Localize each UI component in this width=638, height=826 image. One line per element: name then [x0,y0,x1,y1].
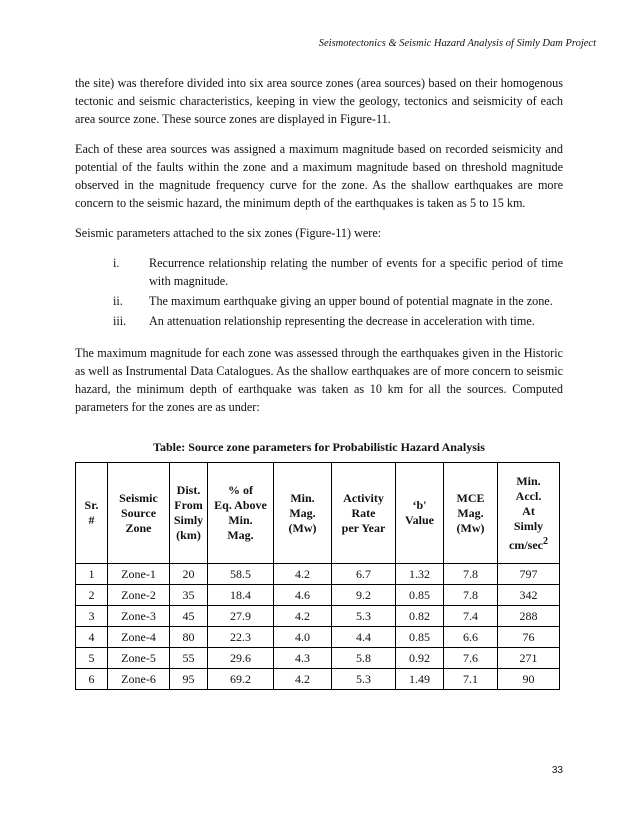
header-line: Accl. [515,488,542,503]
running-header: Seismotectonics & Seismic Hazard Analysis of Simly Dam Project [318,38,596,49]
table-cell: 1.49 [396,669,444,690]
list-text: Recurrence relationship relating the number of events for a specific period of time with magnitude. [149,256,563,288]
table-header-cell [396,463,444,564]
table-cell: 7.8 [444,585,498,606]
table-cell: 80 [170,627,208,648]
source-zone-table [75,462,560,690]
header-line: Zone [125,520,152,535]
table-cell: 55 [170,648,208,669]
table-row [76,648,560,669]
paragraph-1: the site) was therefore divided into six area source zones (area sources) based on their homogenous tectonic and seismic characteristics, keeping in view the geology, tectonics and seismicity of each area source zone. These source zones are displayed in Figure-11. [75,76,563,126]
table-cell: 35 [170,585,208,606]
table-row [76,606,560,627]
table-cell: 4.2 [274,669,332,690]
list-item [75,292,563,310]
table-cell: 22.3 [208,627,274,648]
header-line: Simly [513,518,544,533]
table-cell: 4.6 [274,585,332,606]
list-text: The maximum earthquake giving an upper bound of potential magnate in the zone. [149,294,553,308]
table-cell: 7.4 [444,606,498,627]
table-cell: 0.92 [396,648,444,669]
table-header-cell [76,463,108,564]
table-cell: 90 [498,669,560,690]
table-cell: Zone-6 [108,669,170,690]
table-cell: 797 [498,564,560,585]
table-cell: 4.0 [274,627,332,648]
table-caption: Table: Source zone parameters for Probabilistic Hazard Analysis [153,440,485,454]
table-cell: 5.3 [332,669,396,690]
header-line: Activity [343,490,384,505]
table-cell: 6 [76,669,108,690]
table-header-row [76,463,560,564]
table-row [76,627,560,648]
table-header-cell [498,463,560,564]
table-cell: 27.9 [208,606,274,627]
table-cell: 7.6 [444,648,498,669]
header-line: Mag. [457,505,484,520]
table-cell: 6.6 [444,627,498,648]
table-cell: 288 [498,606,560,627]
table-cell: 271 [498,648,560,669]
header-line: (km) [176,528,201,542]
table-cell: 9.2 [332,585,396,606]
header-line: Min. [516,473,541,488]
table-cell: 0.85 [396,627,444,648]
table-cell: 95 [170,669,208,690]
header-line: cm/sec [509,537,543,552]
table-cell: 45 [170,606,208,627]
table-cell: 0.85 [396,585,444,606]
page-body [75,74,563,690]
table-cell: Zone-3 [108,606,170,627]
header-line: At [522,503,535,518]
table-cell: 58.5 [208,564,274,585]
header-line: (Mw) [456,520,485,535]
list-number: i. [113,256,120,270]
table-cell: Zone-2 [108,585,170,606]
table-cell: 29.6 [208,648,274,669]
header-line: per Year [341,520,386,535]
paragraph-2: Each of these area sources was assigned a maximum magnitude based on recorded seismicity and potential of the faults within the zone and a maximum magnitude based on threshold magnitude observed in the magnitude frequency curve for the zone. As the shallow earthquakes are more concern to the seismic hazard, the minimum depth of the earthquakes is taken as 5 to 15 km. [75,142,563,210]
table-cell: 2 [76,585,108,606]
list-item [75,312,563,330]
table-cell: Zone-4 [108,627,170,648]
table-row [76,669,560,690]
table-cell: Zone-5 [108,648,170,669]
header-line: Eq. Above [214,498,267,512]
header-line: # [88,513,95,527]
table-cell: 6.7 [332,564,396,585]
header-line: Source [120,505,157,520]
header-line: Dist. [176,483,201,497]
paragraph-4: The maximum magnitude for each zone was assessed through the earthquakes given in the Historic as well as Instrumental Data Catalogues. As the shallow earthquakes are of more concern to seismic hazard, the minimum depth of earthquake was taken as 10 km for all the sources. Computed parameters for the zones are as under: [75,346,563,414]
header-line: From [174,498,203,512]
header-line: Seismic [119,490,158,505]
header-line: ‘b' [412,498,427,512]
table-cell: 4 [76,627,108,648]
page-number: 33 [551,765,563,776]
table-cell: 4.2 [274,606,332,627]
table-cell: Zone-1 [108,564,170,585]
header-line: Rate [351,505,376,520]
table-cell: 4.2 [274,564,332,585]
table-header-cell [332,463,396,564]
table-cell: 4.3 [274,648,332,669]
table-cell: 5.3 [332,606,396,627]
table-cell: 342 [498,585,560,606]
table-cell: 20 [170,564,208,585]
unit-superscript: 2 [542,535,548,547]
table-header-cell [274,463,332,564]
table-cell: 0.82 [396,606,444,627]
table-cell: 18.4 [208,585,274,606]
parameter-list [75,254,563,330]
table-row [76,564,560,585]
table-cell: 7.1 [444,669,498,690]
header-line: Value [405,513,434,527]
table-header-cell [444,463,498,564]
paragraph-3: Seismic parameters attached to the six zones (Figure-11) were: [75,226,382,240]
header-line: Mag. [289,505,316,520]
header-line: Min. [228,513,253,527]
table-row [76,585,560,606]
table-header-cell [208,463,274,564]
header-line: (Mw) [288,520,317,535]
table-cell: 3 [76,606,108,627]
list-number: iii. [113,314,127,328]
header-line: % of [228,483,253,497]
table-body [76,564,560,690]
list-text: An attenuation relationship representing the decrease in acceleration with time. [149,314,535,328]
list-item [75,254,563,290]
table-cell: 4.4 [332,627,396,648]
table-cell: 69.2 [208,669,274,690]
header-line: Sr. [84,498,99,512]
table-header-cell [170,463,208,564]
table-cell: 1 [76,564,108,585]
header-line: MCE [456,490,485,505]
table-header-cell [108,463,170,564]
table-cell: 5 [76,648,108,669]
table-cell: 1.32 [396,564,444,585]
header-line: Mag. [227,528,254,542]
header-line: Simly [173,513,204,527]
table-cell: 76 [498,627,560,648]
header-line: Min. [290,490,315,505]
table-cell: 5.8 [332,648,396,669]
table-cell: 7.8 [444,564,498,585]
list-number: ii. [113,294,123,308]
